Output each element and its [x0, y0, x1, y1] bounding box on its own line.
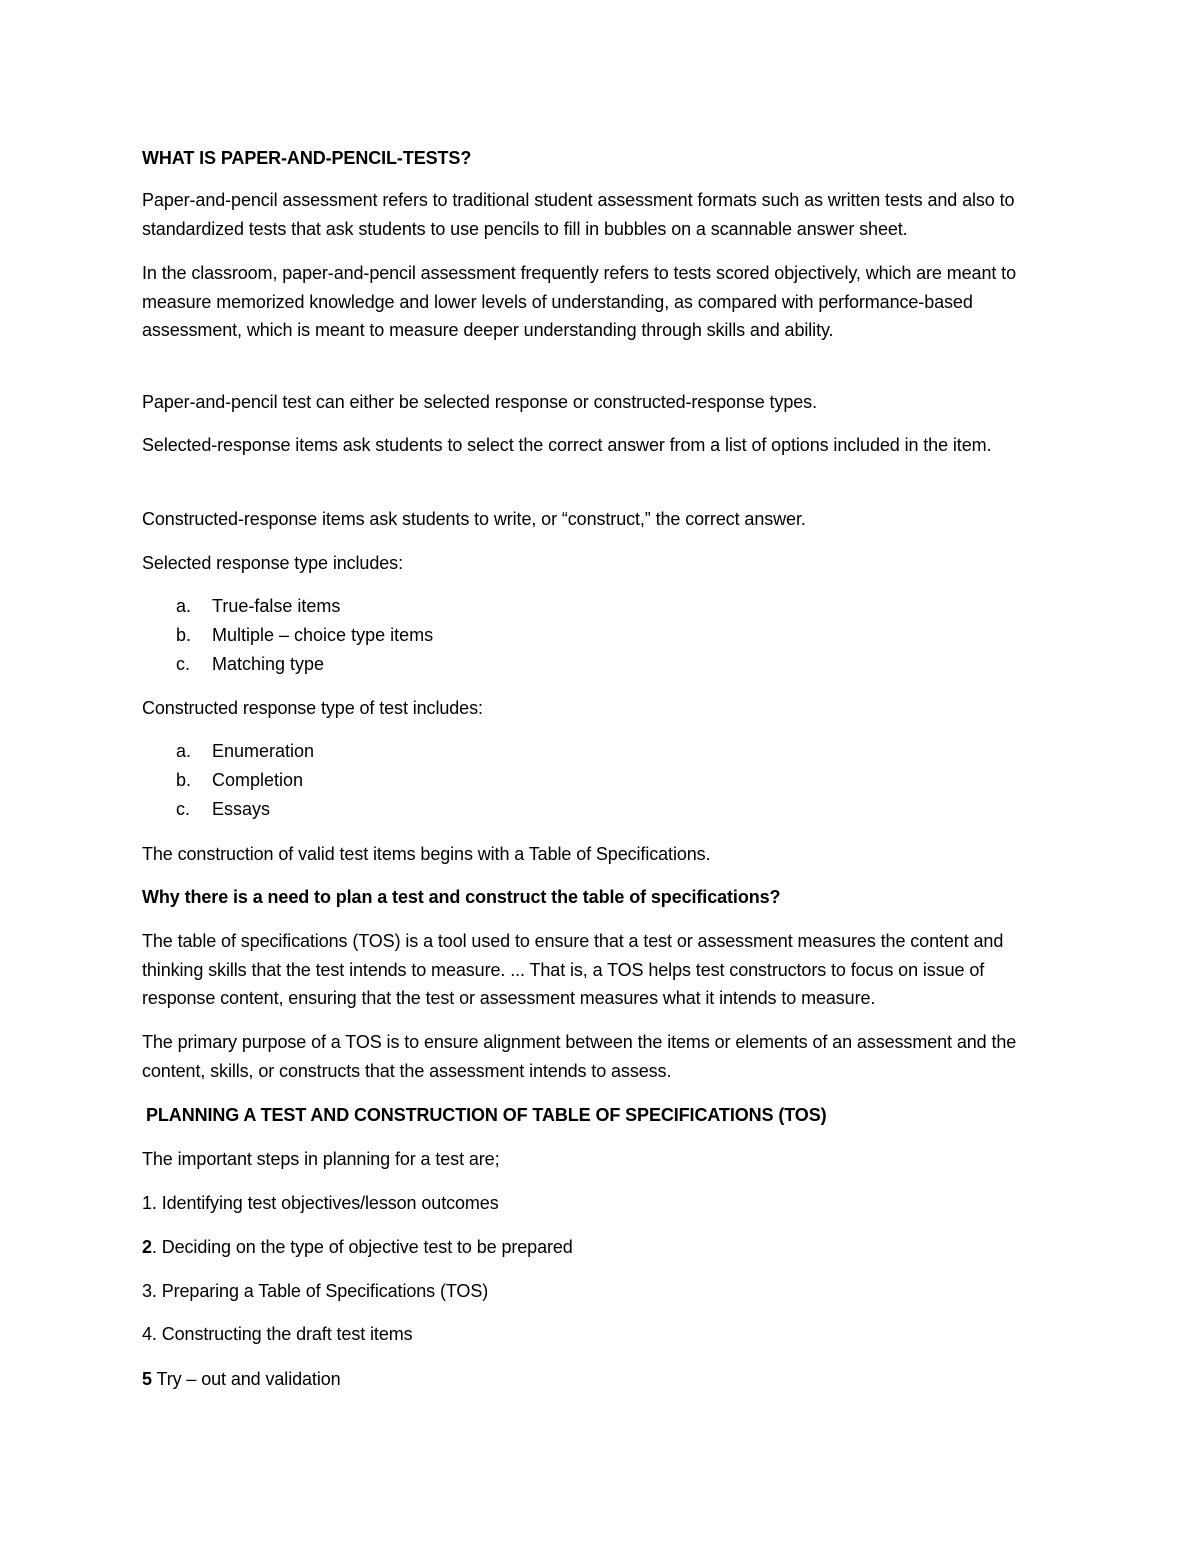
list-item [142, 737, 1042, 766]
list-item-text: Multiple – choice type items [212, 625, 434, 645]
paragraph-tos-intro: The construction of valid test items begins with a Table of Specifications. [142, 844, 711, 864]
step-text: Try – out and validation [151, 1369, 341, 1389]
step-number: 1 [142, 1193, 152, 1213]
list-item [142, 592, 1042, 621]
paragraph-types: Paper-and-pencil test can either be selected response or constructed-response types. [142, 392, 817, 412]
list-item [142, 795, 1042, 824]
step-number: 4 [142, 1324, 152, 1344]
list-item [142, 621, 1042, 650]
step-3 [142, 1277, 1062, 1306]
list-marker: c. [176, 654, 191, 674]
step-2 [142, 1233, 1062, 1262]
paragraph-definition: Paper-and-pencil assessment refers to traditional student assessment formats such as written tests and also to standardized tests that ask students to use pencils to fill in bubbles on a scannable answer sheet. [142, 190, 1015, 239]
step-number: 2 [142, 1237, 152, 1257]
selected-type-list [142, 592, 1042, 679]
list-item-text: Matching type [212, 654, 325, 674]
list-item-text: True-false items [212, 596, 341, 616]
paragraph-constructed-response: Constructed-response items ask students to write, or “construct,” the correct answer. [142, 509, 806, 529]
step-4 [142, 1320, 1062, 1349]
step-5 [142, 1365, 1062, 1394]
list-item-text: Essays [212, 799, 271, 819]
list-marker: a. [176, 741, 192, 761]
selected-intro: Selected response type includes: [142, 553, 403, 573]
step-text: . Constructing the draft test items [151, 1324, 413, 1344]
planning-heading: PLANNING A TEST AND CONSTRUCTION OF TABLE OF SPECIFICATIONS (TOS) [146, 1105, 827, 1125]
step-text: . Deciding on the type of objective test to be prepared [151, 1237, 573, 1257]
paragraph-classroom: In the classroom, paper-and-pencil assessment frequently refers to tests scored objectively, which are meant to measure memorized knowledge and lower levels of understanding, as compared with performance-based assessment, which is meant to measure deeper understanding through skills and ability. [142, 263, 1016, 340]
list-item-text: Enumeration [212, 741, 315, 761]
step-1 [142, 1189, 1062, 1218]
main-heading: WHAT IS PAPER-AND-PENCIL-TESTS? [142, 148, 472, 168]
step-number: 5 [142, 1369, 152, 1389]
list-item [142, 766, 1042, 795]
constructed-intro: Constructed response type of test includes: [142, 698, 483, 718]
list-marker: b. [176, 770, 192, 790]
step-text: . Preparing a Table of Specifications (TOS) [151, 1281, 489, 1301]
steps-intro: The important steps in planning for a test are; [142, 1149, 500, 1169]
step-number: 3 [142, 1281, 152, 1301]
list-marker: b. [176, 625, 192, 645]
step-text: . Identifying test objectives/lesson outcomes [151, 1193, 499, 1213]
list-item [142, 650, 1042, 679]
paragraph-tos-definition: The table of specifications (TOS) is a tool used to ensure that a test or assessment measures the content and thinking skills that the test intends to measure. ... That is, a TOS helps test constructors to focus on issue of response content, ensuring that the test or assessment measures what it intends to measure. [142, 931, 1004, 1008]
why-heading: Why there is a need to plan a test and construct the table of specifications? [142, 887, 781, 907]
list-item-text: Completion [212, 770, 304, 790]
paragraph-tos-purpose: The primary purpose of a TOS is to ensure alignment between the items or elements of an assessment and the content, skills, or constructs that the assessment intends to assess. [142, 1032, 1017, 1081]
paragraph-selected-response: Selected-response items ask students to select the correct answer from a list of options included in the item. [142, 435, 992, 455]
constructed-type-list [142, 737, 1042, 824]
list-marker: a. [176, 596, 192, 616]
list-marker: c. [176, 799, 191, 819]
